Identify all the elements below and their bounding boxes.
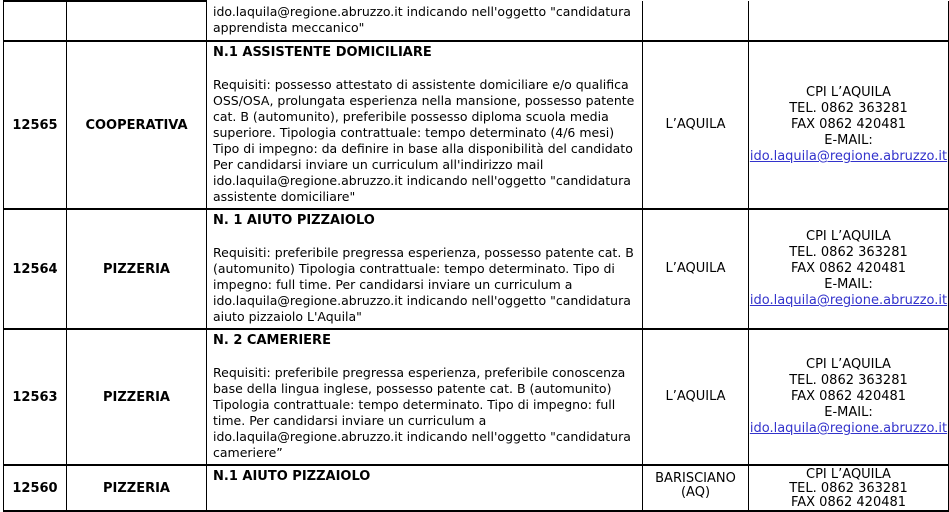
contact-fax: FAX 0862 420481: [790, 261, 907, 276]
contact-tel: TEL. 0862 363281: [789, 101, 908, 116]
table-row: [4, 329, 949, 465]
job-description: Requisiti: preferibile pregressa esperienza, possesso patente cat. B (automunito) Tipologia contrattuale: tempo determinato. Tipo di impegno: full time. Per candidarsi inviare un curriculum a ido.laquila@regione.abruzzo.it indicando nell'oggetto "candidatura aiuto pizzaiolo L'Aquila": [213, 245, 634, 324]
job-title: N.1 ASSISTENTE DOMICILIARE: [213, 45, 432, 60]
table-row: [4, 209, 949, 329]
cell-company-type: PIZZERIA: [67, 209, 207, 329]
cell-location: BARISCIANO (AQ): [643, 465, 749, 511]
cell-contact: [749, 209, 949, 329]
contact-email-link[interactable]: ido.laquila@regione.abruzzo.it: [749, 149, 948, 164]
cell-company-type-empty: [67, 1, 207, 41]
contact-tel: TEL. 0862 363281: [789, 481, 908, 496]
job-description-tail: ido.laquila@regione.abruzzo.it indicando nell'oggetto "candidatura apprendista meccanico": [213, 4, 631, 35]
cell-id-empty: [4, 1, 67, 41]
cell-contact: [749, 41, 949, 209]
cell-description: [207, 209, 643, 329]
cell-company-type: PIZZERIA: [67, 329, 207, 465]
cell-contact: [749, 329, 949, 465]
job-description: Requisiti: possesso attestato di assistente domiciliare e/o qualifica OSS/OSA, prolungata esperienza nella mansione, possesso patente cat. B (automunito), preferibile possesso diploma scuola media superiore. Tipologia contrattuale: tempo determinato (4/6 mesi) Tipo di impegno: da definire in base alla disponibilità del candidato Per candidarsi inviare un curriculum all'indirizzo mail ido.laquila@regione.abruzzo.it indicando nell'oggetto "candidatura assistente domiciliare": [213, 77, 635, 204]
contact-office: CPI L’AQUILA: [806, 467, 891, 482]
cell-location: L’AQUILA: [643, 41, 749, 209]
job-description: Requisiti: preferibile pregressa esperienza, preferibile conoscenza base della lingua inglese, possesso patente cat. B (automunito) Tipologia contrattuale: tempo determinato. Tipo di impegno: full time. Per candidarsi inviare un curriculum a ido.laquila@regione.abruzzo.it indicando nell'oggetto "candidatura cameriere”: [213, 365, 631, 460]
cell-location: L’AQUILA: [643, 329, 749, 465]
contact-fax: FAX 0862 420481: [790, 495, 907, 510]
contact-tel: TEL. 0862 363281: [789, 245, 908, 260]
cell-contact: [749, 465, 949, 511]
cell-id: 12565: [4, 41, 67, 209]
table-row-partial: [4, 1, 949, 41]
contact-email-label: E-MAIL:: [824, 133, 873, 148]
contact-email-link[interactable]: ido.laquila@regione.abruzzo.it: [749, 293, 948, 308]
cell-id: 12563: [4, 329, 67, 465]
contact-office: CPI L’AQUILA: [806, 85, 891, 100]
table-row: [4, 465, 949, 511]
cell-description-partial: [207, 1, 643, 41]
cell-description: [207, 329, 643, 465]
contact-email-label: E-MAIL:: [824, 405, 873, 420]
contact-office: CPI L’AQUILA: [806, 229, 891, 244]
cell-company-type: COOPERATIVA: [67, 41, 207, 209]
contact-fax: FAX 0862 420481: [790, 117, 907, 132]
cell-description: [207, 41, 643, 209]
job-title: N. 1 AIUTO PIZZAIOLO: [213, 213, 375, 228]
cell-contact-empty: [749, 1, 949, 41]
contact-tel: TEL. 0862 363281: [789, 373, 908, 388]
contact-email-link[interactable]: ido.laquila@regione.abruzzo.it: [749, 421, 948, 436]
contact-office: CPI L’AQUILA: [806, 357, 891, 372]
contact-fax: FAX 0862 420481: [790, 389, 907, 404]
contact-email-label: E-MAIL:: [824, 277, 873, 292]
cell-location-empty: [643, 1, 749, 41]
job-title: N. 2 CAMERIERE: [213, 333, 331, 348]
cell-location: L’AQUILA: [643, 209, 749, 329]
job-listings-table: [3, 0, 949, 512]
cell-company-type: PIZZERIA: [67, 465, 207, 511]
cell-id: 12560: [4, 465, 67, 511]
cell-description: [207, 465, 643, 511]
table-row: [4, 41, 949, 209]
job-title: N.1 AIUTO PIZZAIOLO: [213, 469, 371, 484]
cell-id: 12564: [4, 209, 67, 329]
